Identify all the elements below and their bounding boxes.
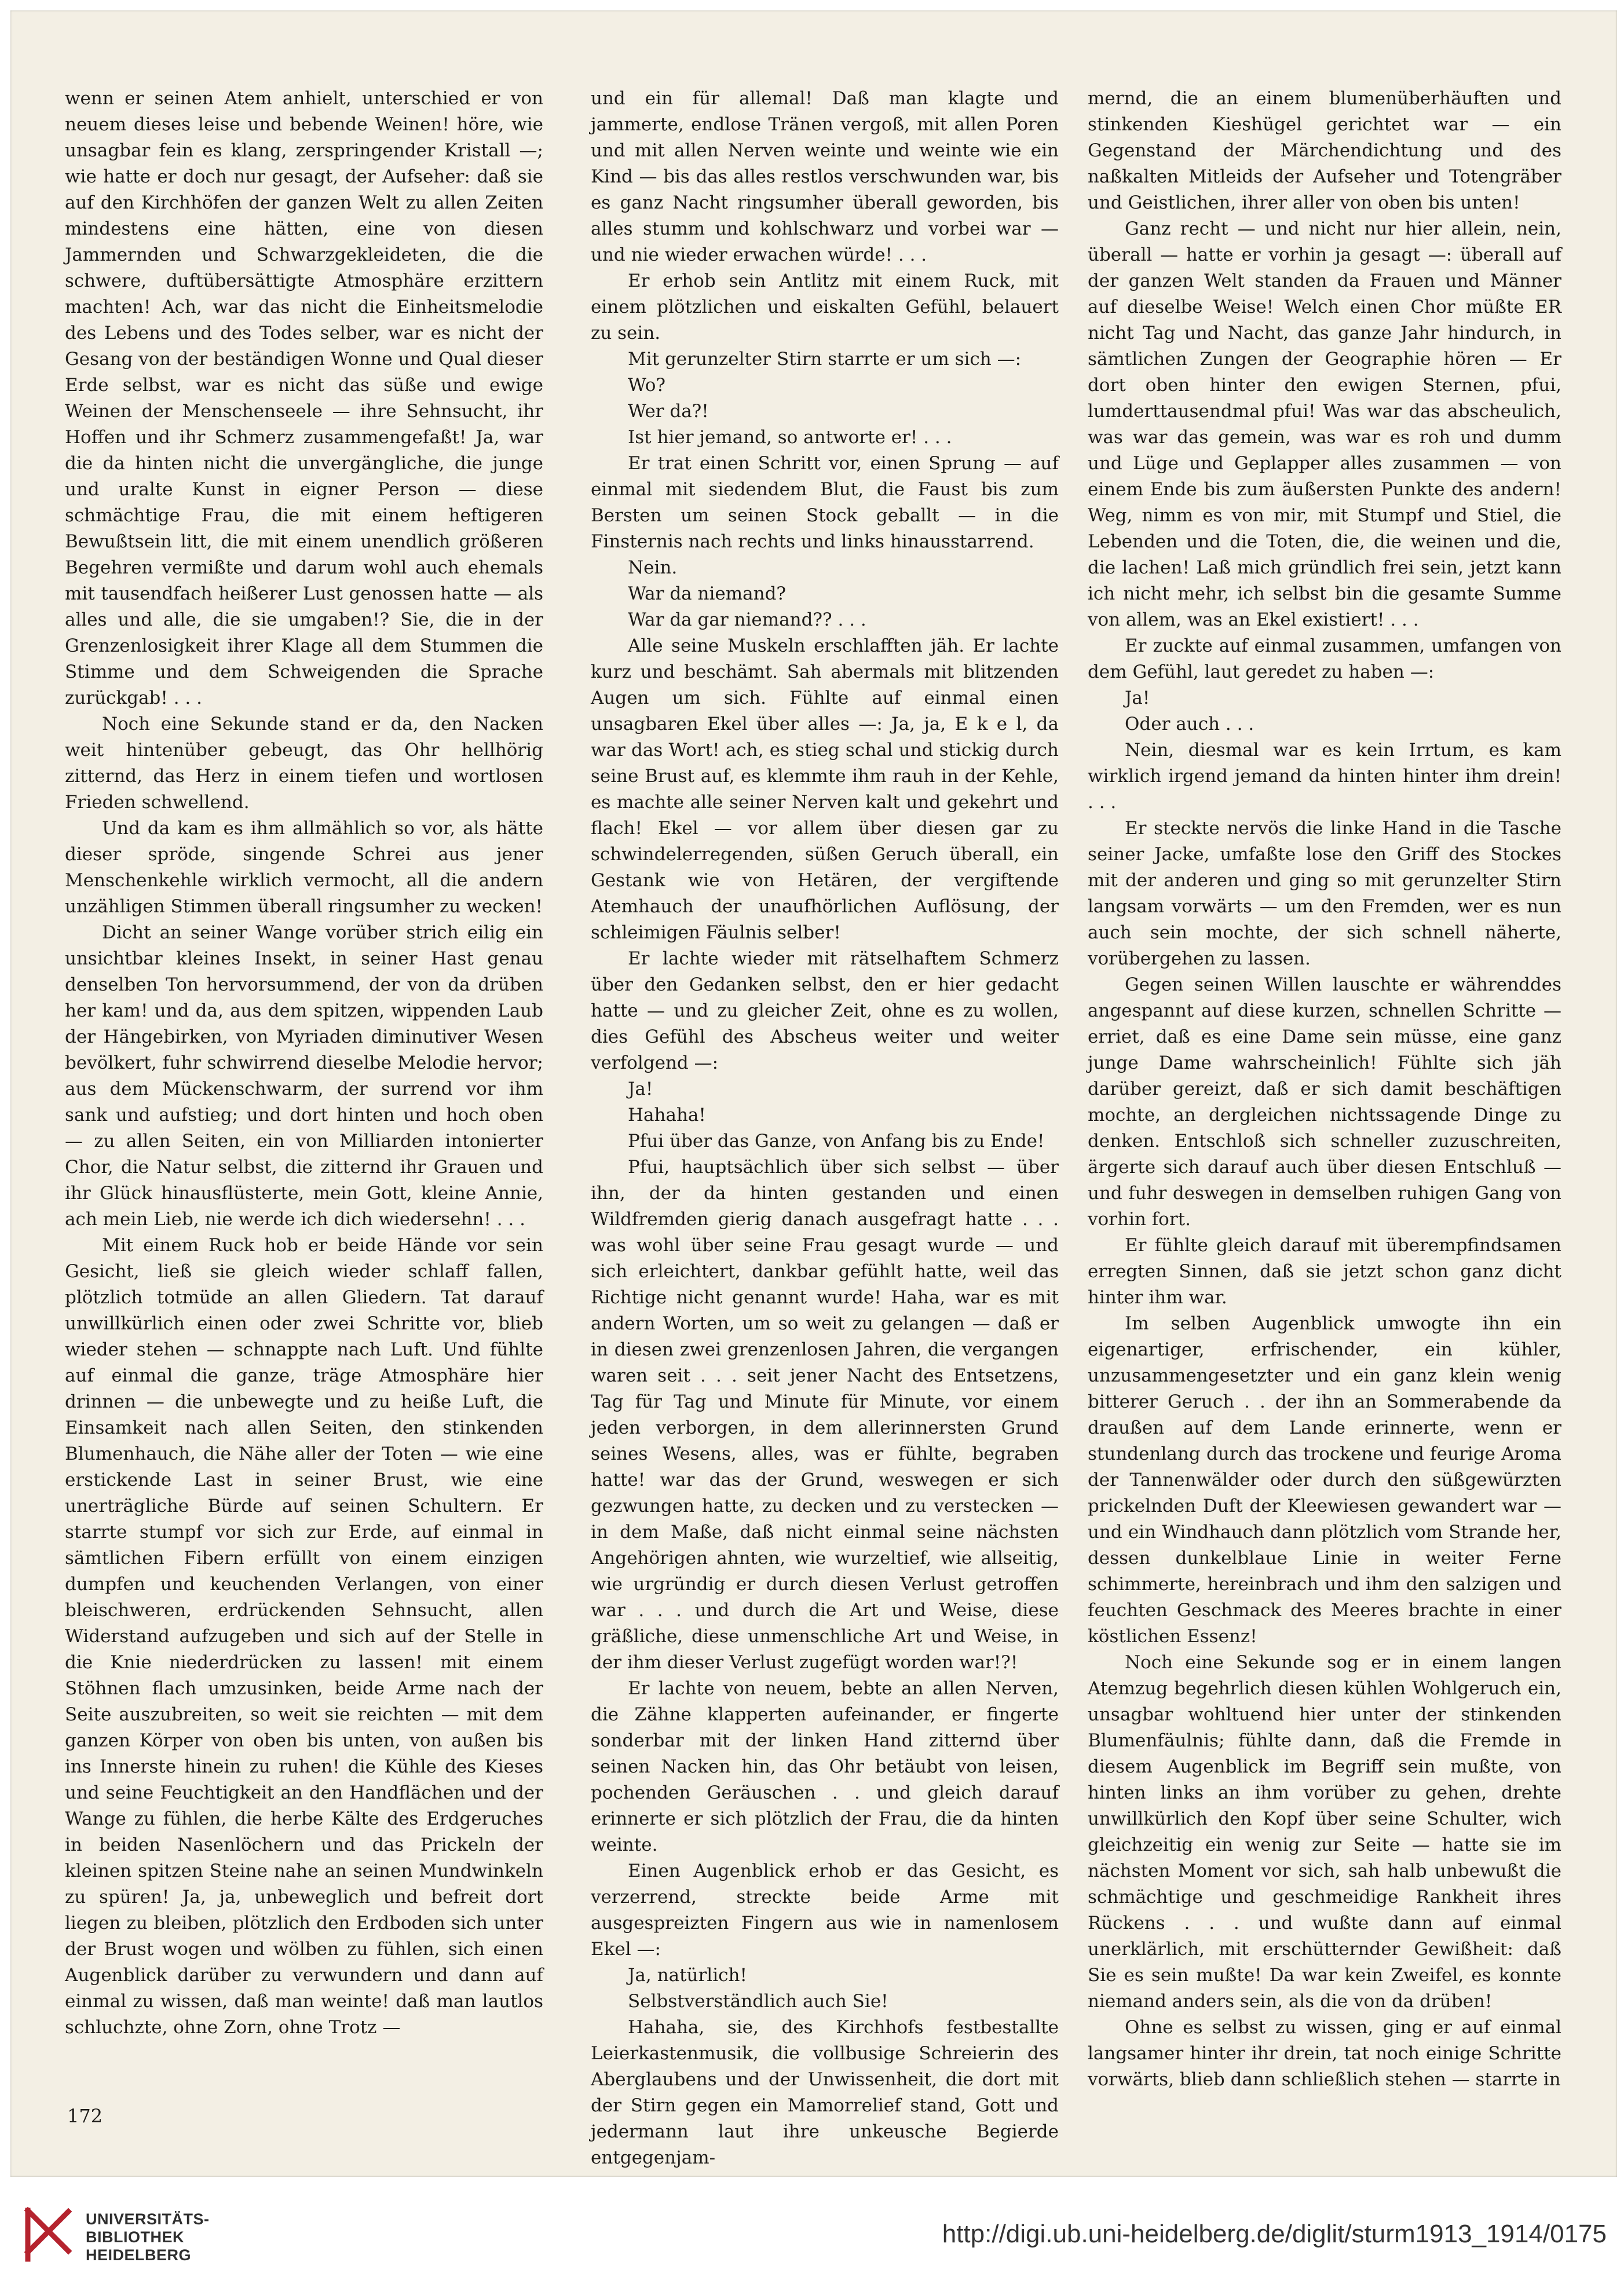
paragraph: Mit gerunzelter Stirn starrte er um sich —:	[628, 349, 1022, 370]
paragraph: Hahaha, sie, des Kirchhofs festbestallte Leierkastenmusik, die vollbusige Schreierin des Aberglaubens und der Unwissenheit, die dort mit der Stirn gegen ein Mamorrelief stand, Gott und jedermann laut ihre unkeusche Begierde entgegenjam-	[591, 2017, 1059, 2168]
page-number: 172	[67, 2105, 103, 2127]
source-url-link[interactable]: http://digi.ub.uni-heidelberg.de/diglit/sturm1913_1914/0175	[942, 2220, 1607, 2248]
text-column-3	[1088, 86, 1561, 2090]
paragraph: Nein, diesmal war es kein Irrtum, es kam wirklich irgend jemand da hinten hinter ihm drein! . . .	[1088, 740, 1561, 813]
paragraph: Alle seine Muskeln erschlafften jäh. Er lachte kurz und beschämt. Sah abermals mit blitzenden Augen um sich. Fühlte auf einmal einen unsagbaren Ekel über alles —: Ja, ja, E k e l, da war das Wort! ach, es stieg schal und stickig durch seine Brust auf, es klemmte ihm rauh in der Kehle, es machte alle seiner Nerven kalt und gekehrt und flach! Ekel — vor allem über diesen gar zu schwindelerregenden, süßen Geruch überall, ein Gestank wie von Hetären, der vergiftende Atemhauch der unaufhörlichen Auflösung, der schleimigen Fäulnis selber!	[591, 635, 1059, 943]
paragraph: Gegen seinen Willen lauschte er währenddes angespannt auf diese kurzen, schnellen Schritte — erriet, daß es eine Dame sein müsse, eine ganz junge Dame wahrscheinlich! Fühlte sich jäh darüber gereizt, daß er sich damit beschäftigen mochte, an dergleichen nichtssagende Dinge zu denken. Entschloß sich schneller zuzuschreiten, ärgerte sich darauf auch über diesen Entschluß — und fuhr deswegen in demselben ruhigen Gang von vorhin fort.	[1088, 974, 1561, 1230]
paragraph: Und da kam es ihm allmählich so vor, als hätte dieser spröde, singende Schrei aus jener Menschenkehle wirklich vermocht, all die andern unzähligen Stimmen überall ringsumher zu wecken!	[65, 818, 543, 917]
paragraph: Wo?	[628, 375, 666, 396]
paragraph: Mit einem Ruck hob er beide Hände vor sein Gesicht, ließ sie gleich wieder schlaff fallen, plötzlich totmüde an allen Gliedern. Tat darauf unwillkürlich einen oder zwei Schritte vor, blieb wieder stehen — schnappte nach Luft. Und fühlte auf einmal die ganze, träge Atmosphäre hier drinnen — die unbewegte und zu heiße Luft, die Einsamkeit nach allen Seiten, den stinkenden Blumenhauch, die Nähe aller der Toten — wie eine erstickende Last in seiner Brust, wie eine unerträgliche Bürde auf seinen Schultern. Er starrte stumpf vor sich zur Erde, auf einmal in sämtlichen Fibern erfüllt von einem einzigen dumpfen und keuchenden Verlangen, von einer bleischweren, erdrückenden Sehnsucht, allen Widerstand aufzugeben und sich auf der Stelle in die Knie niederdrücken zu lassen! mit einem Stöhnen flach umzusinken, beide Arme nach der Seite auszubreiten, so weit sie reichten — mit dem ganzen Körper von oben bis unten, von außen bis ins Innerste hinein zu ruhen! die Kühle des Kieses und seine Feuchtigkeit an den Handflächen und der Wange zu fühlen, die herbe Kälte des Erdgeruches in beiden Nasenlöchern und das Prickeln der kleinen spitzen Steine nahe an seinen Mundwinkeln zu spüren! Ja, ja, unbeweglich und befreit dort liegen zu bleiben, plötzlich den Erdboden sich unter der Brust wogen und wölben zu fühlen, sich einen Augenblick darüber zu verwundern und dann auf einmal zu wissen, daß man weinte! daß man lautlos schluchzte, ohne Zorn, ohne Trotz —	[65, 1235, 543, 2038]
paragraph: und ein für allemal! Daß man klagte und jammerte, endlose Tränen vergoß, mit allen Poren und mit allen Nerven weinte und weinte wie ein Kind — bis das alles restlos verschwunden war, bis es ganz Nacht ringsumher überall geworden, bis alles stumm und kohlschwarz und vorbei war — und nie wieder erwachen würde! . . .	[591, 88, 1059, 265]
paragraph: Noch eine Sekunde stand er da, den Nacken weit hintenüber gebeugt, das Ohr hellhörig zitternd, das Herz in einem tiefen und wortlosen Frieden schwellend.	[65, 714, 543, 813]
text-column-2	[591, 86, 1059, 2168]
paragraph: Ganz recht — und nicht nur hier allein, nein, überall — hatte er vorhin ja gesagt —: überall auf der ganzen Welt standen da Frauen und Männer auf dieselbe Weise! Welch einen Chor müßte ER nicht Tag und Nacht, das ganze Jahr hindurch, in sämtlichen Zungen der Geographie hören — Er dort oben hinter den ewigen Sternen, pfui, lumderttausendmal pfui! Was war das abscheulich, was war das gemein, was war es roh und dumm und Lüge und Geplapper alles zusammen — von einem Ende bis zum äußersten Punkte des andern! Weg, nimm es von mir, mit Stumpf und Stiel, die Lebenden und die Toten, die, die weinen und die, die lachen! Laß mich gründlich frei sein, jetzt kann ich nicht mehr, ich selbst bin die gesamte Summe von allem, was an Ekel existiert! . . .	[1088, 218, 1561, 630]
paragraph: mernd, die an einem blumenüberhäuften und stinkenden Kieshügel gerichtet war — ein Gegenstand der Märchendichtung und des naßkalten Mitleids der Aufseher und Totengräber und Geistlichen, ihrer aller von oben bis unten!	[1088, 88, 1561, 213]
paragraph: Ja!	[1125, 688, 1150, 708]
paragraph: Oder auch . . .	[1125, 714, 1254, 734]
paragraph: Dicht an seiner Wange vorüber strich eilig ein unsichtbar kleines Insekt, in seiner Hast genau denselben Ton hervorsummend, der von da drüben her kam! und da, aus dem spitzen, wippenden Laub der Hängebirken, von Myriaden diminutiver Wesen bevölkert, fuhr schwirrend dieselbe Melodie hervor; aus dem Mückenschwarm, der surrend vor ihm sank und aufstieg; und dort hinten und hoch oben — zu allen Seiten, ein von Milliarden intonierter Chor, die Natur selbst, die zitternd ihr Grauen und ihr Glück hinausflüsterte, mein Gott, kleine Annie, ach mein Lieb, nie werde ich dich wiedersehn! . . .	[65, 922, 543, 1230]
footer-bar	[0, 2177, 1624, 2295]
paragraph: War da gar niemand?? . . .	[628, 609, 866, 630]
library-name-line: BIBLIOTHEK	[86, 2228, 184, 2246]
paragraph: Er steckte nervös die linke Hand in die Tasche seiner Jacke, umfaßte lose den Griff des Stockes mit der anderen und ging so mit gerunzelter Stirn langsam vorwärts — um den Fremden, wer es nun auch sein mochte, der sich schnell näherte, vorübergehen zu lassen.	[1088, 818, 1561, 969]
library-name	[86, 2210, 210, 2264]
paragraph: Er fühlte gleich darauf mit überempfindsamen erregten Sinnen, daß sie jetzt schon ganz dicht hinter ihm war.	[1088, 1235, 1561, 1308]
paragraph: Im selben Augenblick umwogte ihn ein eigenartiger, erfrischender, ein kühler, unzusammengesetzter und ein ganz klein wenig bitterer Geruch . . der ihn an Sommerabende da draußen auf dem Lande erinnerte, wenn er stundenlang durch das trockene und feurige Aroma der Tannenwälder oder durch den süßgewürzten prickelnden Duft der Kleewiesen gewandert war — und ein Windhauch dann plötzlich vom Strande her, dessen dunkelblaue Linie in weiter Ferne schimmerte, hereinbrach und ihm den salzigen und feuchten Geschmack des Meeres brachte in einer köstlichen Essenz!	[1088, 1313, 1561, 1647]
paragraph: War da niemand?	[628, 583, 787, 604]
paragraph: Er erhob sein Antlitz mit einem Ruck, mit einem plötzlichen und eiskalten Gefühl, belauert zu sein.	[591, 271, 1059, 343]
paragraph: Er trat einen Schritt vor, einen Sprung — auf einmal mit siedendem Blut, die Faust bis zum Bersten um seinen Stock geballt — in die Finsternis nach rechts und links hinausstarrend.	[591, 453, 1059, 552]
paragraph: Pfui, hauptsächlich über sich selbst — über ihn, der da hinten gestanden und einen Wildfremden gierig danach ausgefragt hatte . . . was wohl über seine Frau gesagt wurde — und sich erleichtert, dankbar gefühlt hatte, weil das Richtige nicht genannt wurde! Haha, war es mit andern Worten, um so weit zu gelangen — daß er in diesen zwei grenzenlosen Jahren, die vergangen waren seit . . . seit jener Nacht des Entsetzens, Tag für Tag und Minute für Minute, vor einem jeden verborgen, in dem allerinnersten Grund seines Wesens, alles, was er fühlte, begraben hatte! war das der Grund, weswegen er sich gezwungen hatte, zu decken und zu verstecken — in dem Maße, daß nicht einmal seine nächsten Angehörigen ahnten, wie wurzeltief, wie allseitig, wie urgründig er durch diesen Verlust getroffen war . . . und durch die Art und Weise, diese gräßliche, diese unmenschliche Art und Weise, in der ihm dieser Verlust zugefügt worden war!?!	[591, 1157, 1059, 1673]
paragraph: Ja!	[628, 1079, 653, 1099]
paragraph: Er lachte wieder mit rätselhaftem Schmerz über den Gedanken selbst, den er hier gedacht hatte — und zu gleicher Zeit, ohne es zu wollen, dies Gefühl des Abscheus weiter und weiter verfolgend —:	[591, 948, 1059, 1073]
paragraph: Ja, natürlich!	[628, 1965, 747, 1986]
text-column-1	[65, 86, 543, 2078]
paragraph: Er lachte von neuem, bebte an allen Nerven, die Zähne klapperten aufeinander, er fingerte sonderbar mit der linken Hand zitternd über seinen Nacken hin, das Ohr betäubt von leisen, pochenden Geräuschen . . und gleich darauf erinnerte er sich plötzlich der Frau, die da hinten weinte.	[591, 1678, 1059, 1855]
scanned-page	[10, 10, 1617, 2177]
library-name-line: UNIVERSITÄTS-	[86, 2210, 210, 2228]
paragraph: Hahaha!	[628, 1105, 706, 1125]
paragraph: wenn er seinen Atem anhielt, unterschied er von neuem dieses leise und bebende Weinen! höre, wie unsagbar fein es klang, zerspringender Kristall —; wie hatte er doch nur gesagt, der Aufseher: daß sie auf den Kirchhöfen der ganzen Welt zu allen Zeiten mindestens eine hätten, eine von diesen Jammernden und Schwarzgekleideten, die die schwere, duftübersättigte Atmosphäre erzittern machten! Ach, war das nicht die Einheitsmelodie des Lebens und des Todes selber, war es nicht der Gesang von der beständigen Wonne und Qual dieser Erde selbst, war es nicht das süße und ewige Weinen der Menschenseele — ihre Sehnsucht, ihr Hoffen und ihr Schmerz zusammengefaßt! Ja, war die da hinten nicht die unvergängliche, die junge und uralte Kunst in eigner Person — diese schmächtige Frau, die mit einem heftigeren Bewußtsein litt, die mit einem unendlich größeren Begehren vermißte und darum wohl auch ehemals mit tausendfach heißerer Lust genossen hatte — als alles und alle, die sie umgaben!? Sie, die in der Grenzenlosigkeit ihrer Klage all dem Stummen die Stimme und dem Schweigenden die Sprache zurückgab! . . .	[65, 88, 543, 708]
paragraph: Pfui über das Ganze, von Anfang bis zu Ende!	[628, 1131, 1045, 1152]
paragraph: Ohne es selbst zu wissen, ging er auf einmal langsamer hinter ihr drein, tat noch einige Schritte vorwärts, blieb dann schließlich stehen — starrte in	[1088, 2017, 1561, 2090]
library-name-line: HEIDELBERG	[86, 2246, 192, 2264]
paragraph: Ist hier jemand, so antworte er! . . .	[628, 427, 952, 448]
paragraph: Nein.	[628, 557, 678, 578]
paragraph: Einen Augenblick erhob er das Gesicht, es verzerrend, streckte beide Arme mit ausgespreizten Fingern aus wie in namenlosem Ekel —:	[591, 1861, 1059, 1960]
paragraph: Selbstverständlich auch Sie!	[628, 1991, 888, 2012]
paragraph: Er zuckte auf einmal zusammen, umfangen von dem Gefühl, laut geredet zu haben —:	[1088, 635, 1561, 682]
library-logo-icon[interactable]	[23, 2206, 73, 2264]
paragraph: Wer da?!	[628, 401, 709, 422]
paragraph: Noch eine Sekunde sog er in einem langen Atemzug begehrlich diesen kühlen Wohlgeruch ein, unsagbar wohltuend hier unter der stinkenden Blumenfäulnis; fühlte dann, daß die Fremde in diesem Augenblick im Begriff sein mußte, von hinten links an ihm vorüber zu gehen, drehte unwillkürlich den Kopf über seine Schulter, wich gleichzeitig ein wenig zur Seite — hatte sie im nächsten Moment vor sich, sah halb unbewußt die schmächtige und geschmeidige Rankheit ihres Rückens . . . und wußte dann auf einmal unerklärlich, mit erschütternder Gewißheit: daß Sie es sein mußte! Da war kein Zweifel, es konnte niemand anders sein, als die von da drüben!	[1088, 1652, 1561, 2012]
